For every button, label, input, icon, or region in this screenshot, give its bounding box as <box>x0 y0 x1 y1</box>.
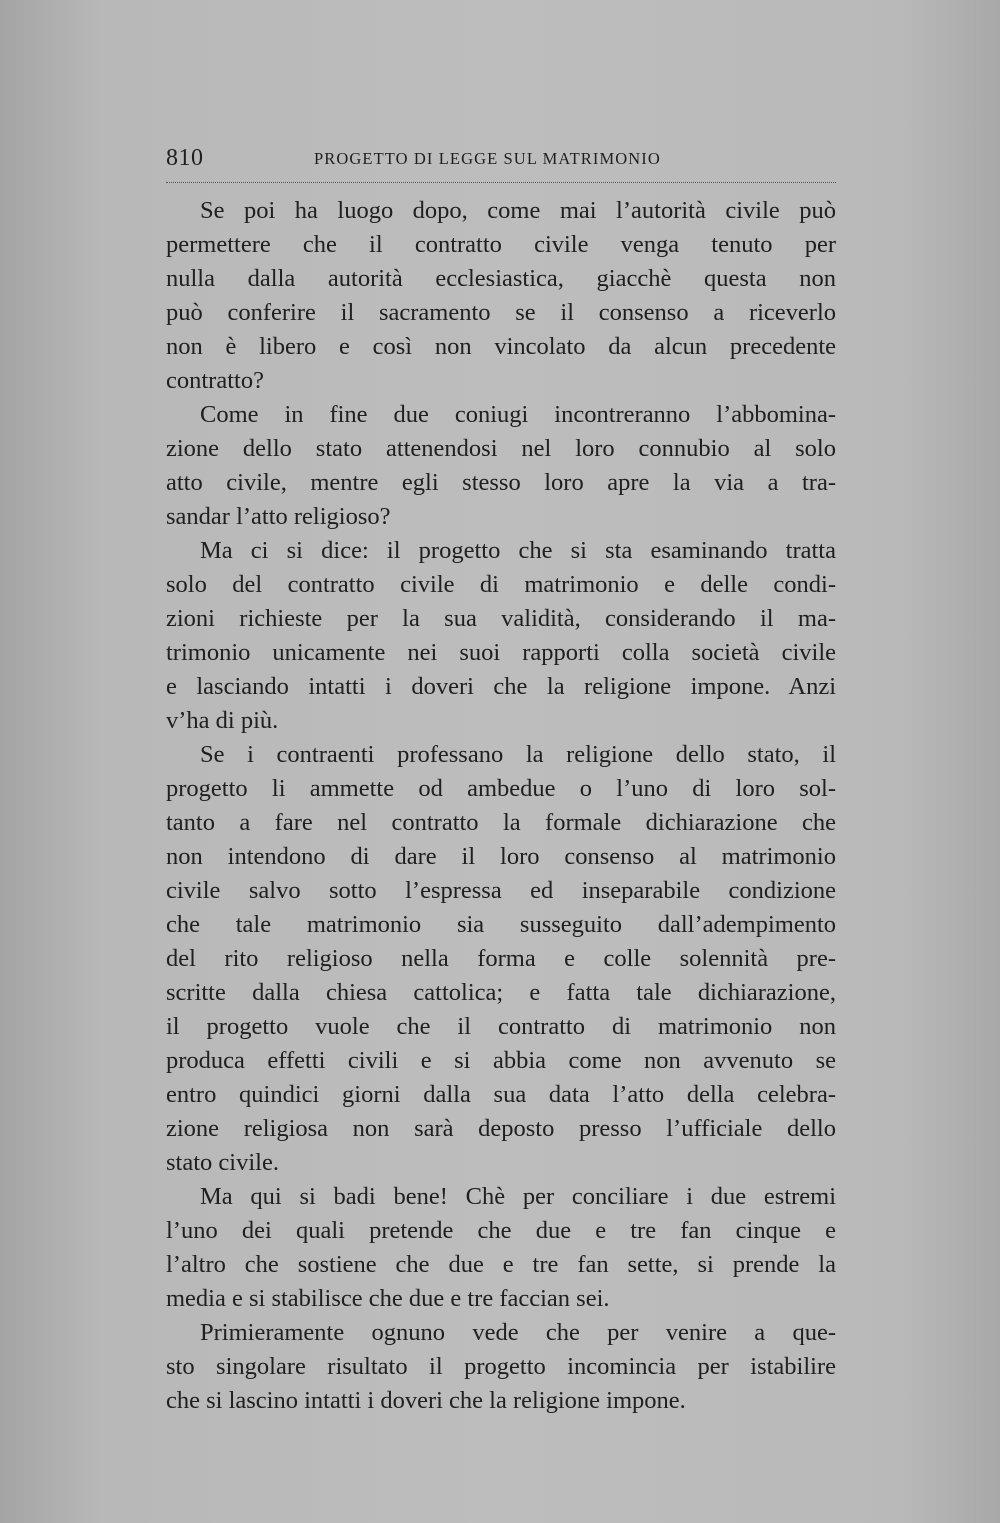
text-line: può conferire il sacramento se il consenso a riceverlo <box>166 299 836 326</box>
paragraph <box>166 1316 836 1418</box>
paragraph <box>166 398 836 534</box>
text-line: tanto a fare nel contratto la formale dichiarazione che <box>166 809 836 836</box>
paragraph <box>166 534 836 738</box>
text-line: non è libero e così non vincolato da alcun precedente <box>166 333 836 360</box>
text-line: e lasciando intatti i doveri che la religione impone. Anzi <box>166 673 836 700</box>
header-rule <box>166 182 836 183</box>
body-text <box>166 194 836 1418</box>
text-line: scritte dalla chiesa cattolica; e fatta tale dichiarazione, <box>166 979 836 1006</box>
paragraph <box>166 738 836 1180</box>
text-line: Ma ci si dice: il progetto che si sta esaminando tratta <box>200 537 836 564</box>
text-line: atto civile, mentre egli stesso loro apre la via a tra- <box>166 469 836 496</box>
text-line: nulla dalla autorità ecclesiastica, giacchè questa non <box>166 265 836 292</box>
paragraph <box>166 194 836 398</box>
text-line: solo del contratto civile di matrimonio e delle condi- <box>166 571 836 598</box>
text-line: che si lascino intatti i doveri che la religione impone. <box>166 1387 686 1414</box>
text-line: civile salvo sotto l’espressa ed inseparabile condizione <box>166 877 836 904</box>
text-line: entro quindici giorni dalla sua data l’atto della celebra- <box>166 1081 836 1108</box>
text-line: il progetto vuole che il contratto di matrimonio non <box>166 1013 836 1040</box>
text-line: produca effetti civili e si abbia come non avvenuto se <box>166 1047 836 1074</box>
text-line: zione dello stato attenendosi nel loro connubio al solo <box>166 435 836 462</box>
text-line: progetto li ammette od ambedue o l’uno di loro sol- <box>166 775 836 802</box>
text-line: l’altro che sostiene che due e tre fan sette, si prende la <box>166 1251 836 1278</box>
paragraph <box>166 1180 836 1316</box>
text-line: del rito religioso nella forma e colle solennità pre- <box>166 945 836 972</box>
text-line: stato civile. <box>166 1149 279 1176</box>
running-title: PROGETTO DI LEGGE SUL MATRIMONIO <box>314 149 661 168</box>
page-number: 810 <box>166 145 204 171</box>
text-line: v’ha di più. <box>166 707 279 734</box>
text-line: sandar l’atto religioso? <box>166 503 391 530</box>
text-line: l’uno dei quali pretende che due e tre fan cinque e <box>166 1217 836 1244</box>
text-line: zioni richieste per la sua validità, considerando il ma- <box>166 605 836 632</box>
text-line: contratto? <box>166 367 264 394</box>
text-line: Come in fine due coniugi incontreranno l’abbomina- <box>200 401 836 428</box>
text-line: media e si stabilisce che due e tre faccian sei. <box>166 1285 610 1312</box>
text-line: che tale matrimonio sia susseguito dall’adempimento <box>166 911 836 938</box>
text-line: Ma qui si badi bene! Chè per conciliare i due estremi <box>200 1183 836 1210</box>
page-header <box>166 143 836 177</box>
text-line: permettere che il contratto civile venga tenuto per <box>166 231 836 258</box>
text-line: Se poi ha luogo dopo, come mai l’autorità civile può <box>200 197 836 224</box>
text-line: Primieramente ognuno vede che per venire a que- <box>200 1319 836 1346</box>
text-line: zione religiosa non sarà deposto presso l’ufficiale dello <box>166 1115 836 1142</box>
text-line: sto singolare risultato il progetto incomincia per istabilire <box>166 1353 836 1380</box>
text-line: trimonio unicamente nei suoi rapporti colla società civile <box>166 639 836 666</box>
text-line: Se i contraenti professano la religione dello stato, il <box>200 741 836 768</box>
text-line: non intendono di dare il loro consenso al matrimonio <box>166 843 836 870</box>
